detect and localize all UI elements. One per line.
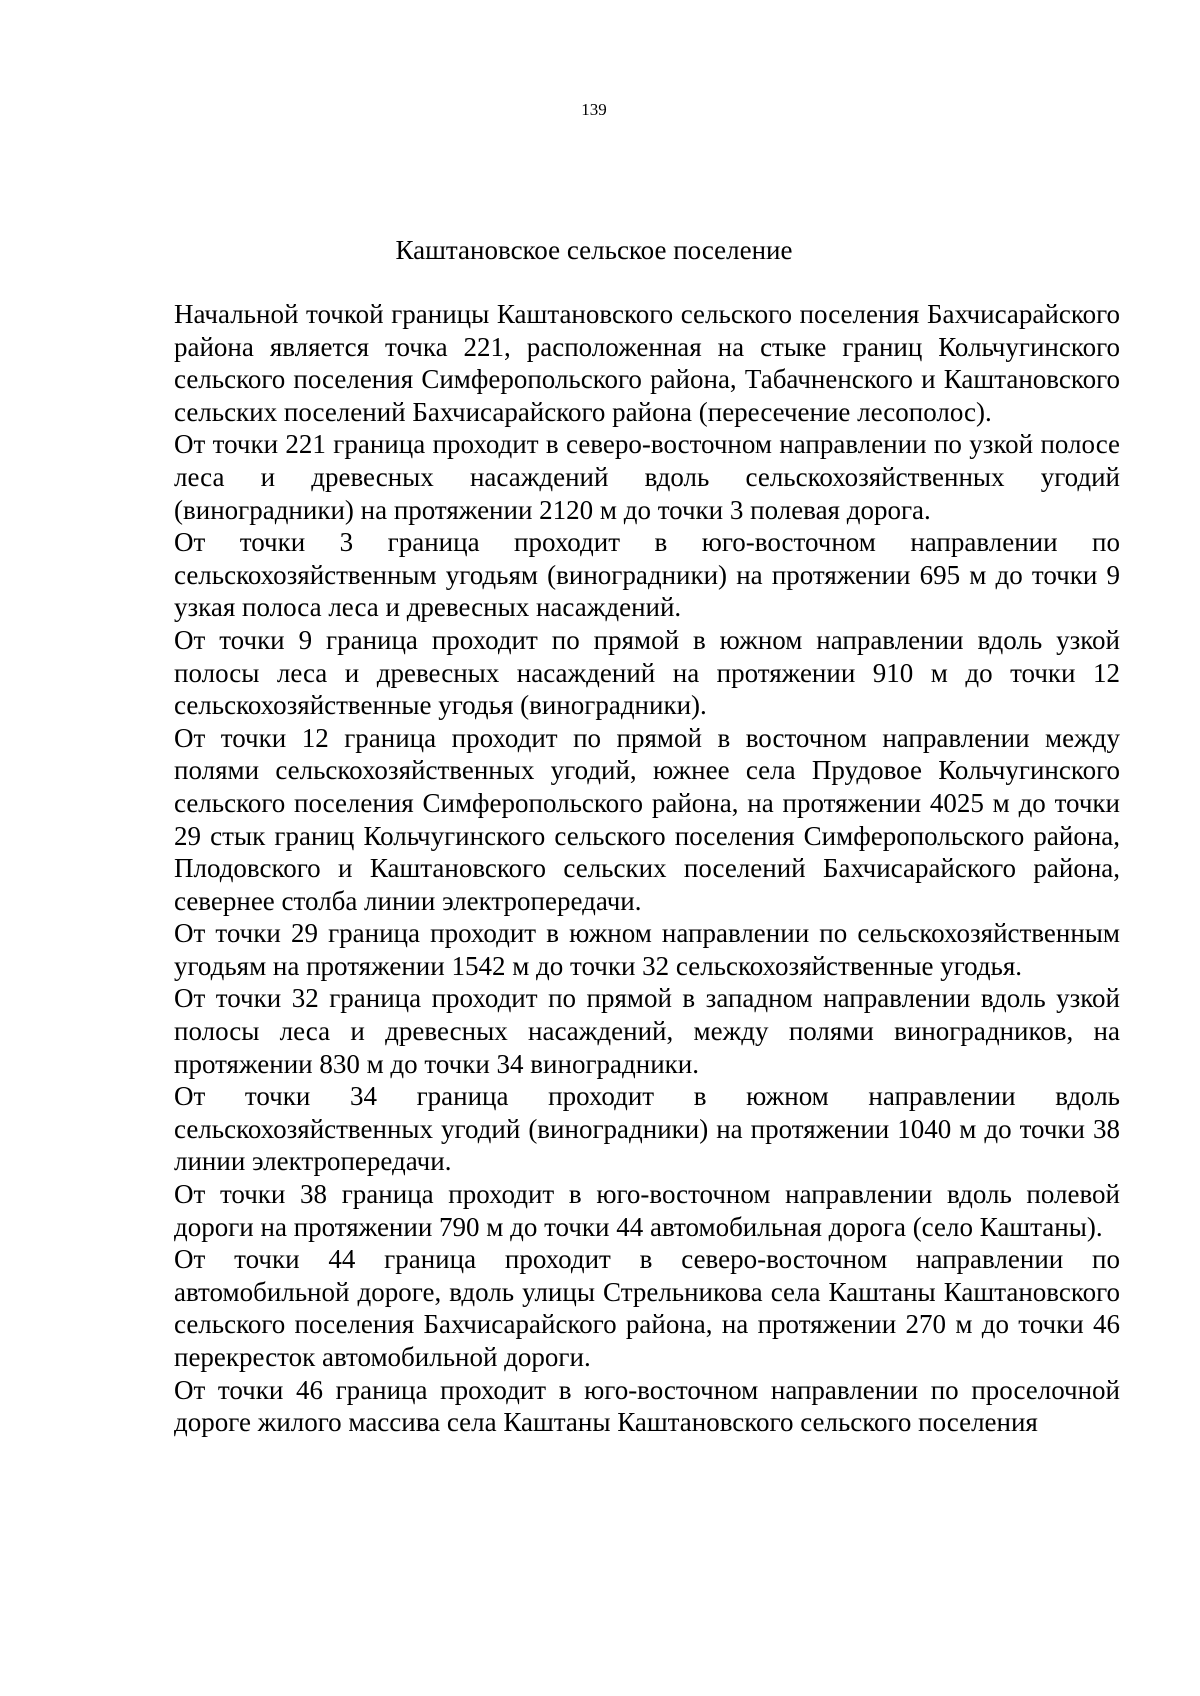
paragraph-point-46: От точки 46 граница проходит в юго-восточном направлении по проселочной дороге жилого массива села Каштаны Каштановского сельского поселения <box>174 1374 1120 1438</box>
body-text <box>174 298 1120 1439</box>
paragraph-point-221: От точки 221 граница проходит в северо-восточном направлении по узкой полосе леса и древесных насаждений вдоль сельскохозяйственных угодий (виноградники) на протяжении 2120 м до точки 3 полевая дорога. <box>174 429 1120 525</box>
section-title: Каштановское сельское поселение <box>395 235 793 265</box>
paragraph-point-29: От точки 29 граница проходит в южном направлении по сельскохозяйственным угодьям на протяжении 1542 м до точки 32 сельскохозяйственные угодья. <box>174 918 1120 981</box>
paragraph-point-9: От точки 9 граница проходит по прямой в южном направлении вдоль узкой полосы леса и древесных насаждений на протяжении 910 м до точки 12 сельскохозяйственные угодья (виноградники). <box>174 624 1120 721</box>
paragraph-start-point: Начальной точкой границы Каштановского сельского поселения Бахчисарайского района является точка 221, расположенная на стыке границ Кольчугинского сельского поселения Симферопольского района, Табачненского и Каштановского сельских поселений Бахчисарайского района (пересечение лесополос). <box>174 299 1120 427</box>
paragraph-point-38: От точки 38 граница проходит в юго-восточном направлении вдоль полевой дороги на протяжении 790 м до точки 44 автомобильная дорога (село Каштаны). <box>174 1179 1120 1242</box>
paragraph-point-32: От точки 32 граница проходит по прямой в западном направлении вдоль узкой полосы леса и древесных насаждений, между полями виноградников, на протяжении 830 м до точки 34 виноградники. <box>174 983 1120 1079</box>
paragraph-point-34: От точки 34 граница проходит в южном направлении вдоль сельскохозяйственных угодий (виноградники) на протяжении 1040 м до точки 38 линии электропередачи. <box>174 1081 1120 1177</box>
paragraph-point-12: От точки 12 граница проходит по прямой в восточном направлении между полями сельскохозяйственных угодий, южнее села Прудовое Кольчугинского сельского поселения Симферопольского района, на протяжении 4025 м до точки 29 стык границ Кольчугинского сельского поселения Симферопольского района, Плодовского и Каштановского сельских поселений Бахчисарайского района, севернее столба линии электропередачи. <box>174 722 1120 916</box>
paragraph-point-44: От точки 44 граница проходит в северо-восточном направлении по автомобильной дороге, вдоль улицы Стрельникова села Каштаны Каштановского сельского поселения Бахчисарайского района, на протяжении 270 м до точки 46 перекресток автомобильной дороги. <box>174 1244 1120 1372</box>
paragraph-point-3: От точки 3 граница проходит в юго-восточном направлении по сельскохозяйственным угодьям (виноградники) на протяжении 695 м до точки 9 узкая полоса леса и древесных насаждений. <box>174 527 1120 623</box>
page-number: 139 <box>581 100 607 119</box>
